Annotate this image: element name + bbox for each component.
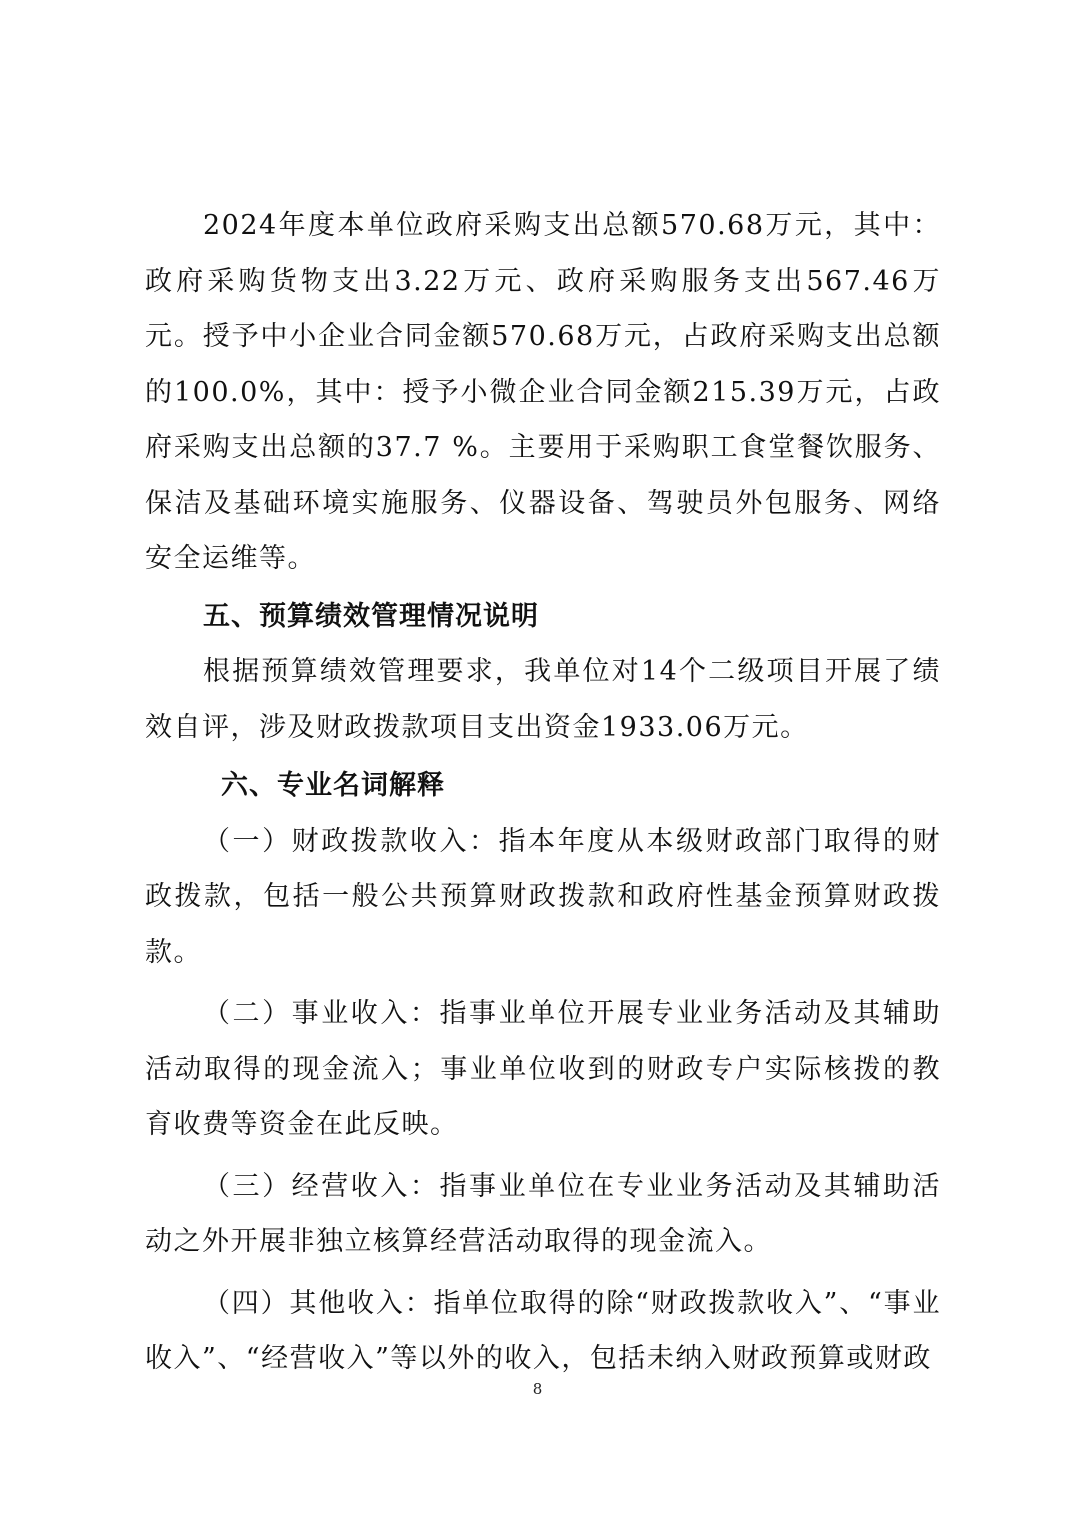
glossary-term-fiscal-appropriation: （一）财政拨款收入：指本年度从本级财政部门取得的财政拨款，包括一般公共预算财政拨款和政府性基金预算财政拨款。 — [145, 825, 941, 968]
document-body — [145, 198, 941, 1387]
section-heading-glossary: 六、专业名词解释 — [221, 770, 445, 801]
glossary-term-operating-income: （三）经营收入：指事业单位在专业业务活动及其辅助活动之外开展非独立核算经营活动取得的现金流入。 — [145, 1170, 941, 1257]
glossary-term-other-income: （四）其他收入：指单位取得的除“财政拨款收入”、“事业收入”、“经营收入”等以外的收入，包括未纳入财政预算或财政 — [145, 1287, 941, 1374]
performance-paragraph: 根据预算绩效管理要求，我单位对14个二级项目开展了绩效自评，涉及财政拨款项目支出资金1933.06万元。 — [145, 656, 941, 743]
glossary-term-business-income: （二）事业收入：指事业单位开展专业业务活动及其辅助活动取得的现金流入；事业单位收到的财政专户实际核拨的教育收费等资金在此反映。 — [145, 998, 941, 1140]
procurement-paragraph: 2024年度本单位政府采购支出总额570.68万元，其中：政府采购货物支出3.22万元、政府采购服务支出567.46万元。授予中小企业合同金额570.68万元，占政府采购支出总额的100.0%，其中：授予小微企业合同金额215.39万元，占政府采购支出总额的37.7 %。主要用于采购职工食堂餐饮服务、保洁及基础环境实施服务、仪器设备、驾驶员外包服务、网络安全运维等。 — [145, 210, 941, 574]
section-heading-performance: 五、预算绩效管理情况说明 — [203, 600, 539, 632]
page-number: 8 — [532, 1380, 543, 1398]
